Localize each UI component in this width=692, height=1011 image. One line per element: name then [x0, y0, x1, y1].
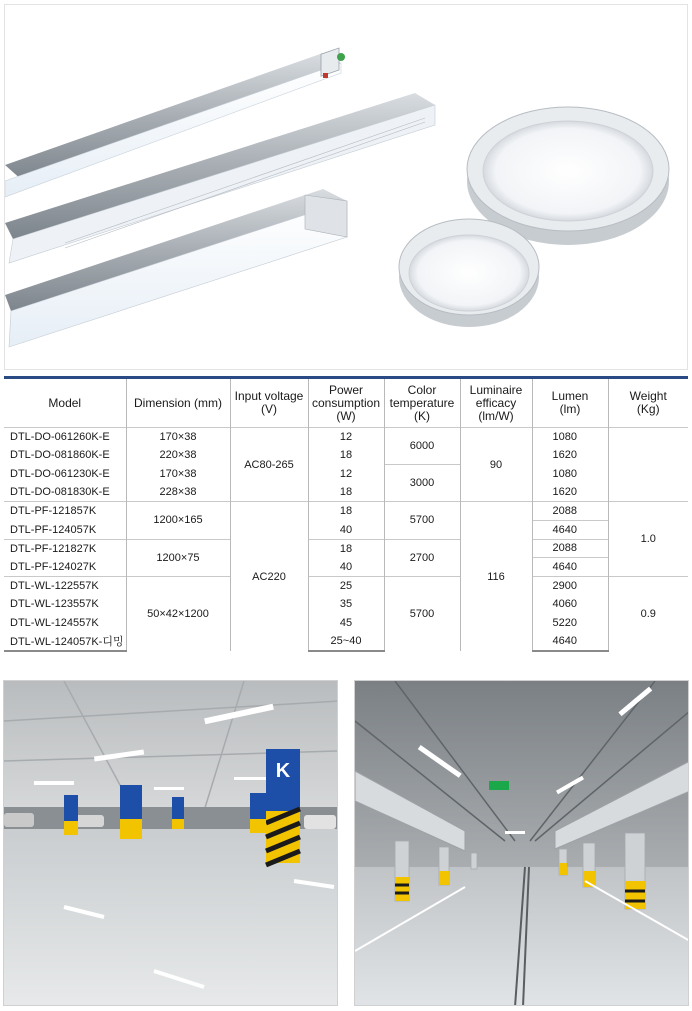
cell-lumen: 2088: [532, 539, 608, 558]
header-weight-line: Weight: [629, 389, 667, 403]
cell-power: 12: [308, 428, 384, 447]
cell-lumen: 4060: [532, 595, 608, 614]
parking-garage-illustration-left: [4, 681, 338, 1006]
cell-dimension: 50×42×1200: [126, 576, 230, 650]
cell-model: DTL-PF-121857K: [4, 502, 126, 521]
table-row: [4, 446, 688, 465]
parking-garage-photo-right: [354, 680, 689, 1006]
header-dimension: Dimension (mm): [126, 378, 230, 428]
cell-input-voltage: AC220: [230, 502, 308, 651]
cell-weight: 1.0: [608, 502, 688, 576]
cell-power: 45: [308, 613, 384, 632]
cell-color-temperature: 5700: [384, 502, 460, 539]
header-input-voltage-unit: (V): [261, 402, 277, 416]
cell-lumen: 4640: [532, 520, 608, 539]
table-row: [4, 613, 688, 632]
table-row: [4, 502, 688, 521]
cell-power: 18: [308, 446, 384, 465]
header-model: Model: [4, 378, 126, 428]
cell-model: DTL-WL-123557K: [10, 598, 99, 611]
table-row: [4, 428, 688, 447]
cell-input-voltage: AC80-265: [230, 428, 308, 502]
table-row: [4, 539, 688, 558]
round-downlight-small: [399, 219, 539, 327]
table-header-row: [4, 378, 688, 428]
cell-model: DTL-WL-122557K: [4, 576, 126, 595]
cell-model: DTL-WL-124557K: [10, 616, 99, 629]
pillar-sign-k: K: [275, 760, 291, 782]
table-row: [4, 632, 688, 651]
table-row: [4, 520, 688, 539]
header-power: [308, 378, 384, 428]
header-efficacy-unit: (lm/W): [478, 408, 514, 423]
table-row: [4, 558, 688, 577]
cell-lumen: 1080: [532, 465, 608, 484]
header-efficacy-line2: efficacy: [475, 395, 517, 410]
cell-dimension: 1200×75: [126, 539, 230, 576]
cell-dimension: 170×38: [126, 428, 230, 447]
cell-lumen: 2088: [532, 502, 608, 521]
cell-lumen: 4640: [532, 558, 608, 577]
product-hero-image: [4, 4, 688, 370]
cell-lumen: 1080: [532, 428, 608, 447]
cell-model: DTL-DO-081860K-E: [10, 449, 110, 462]
cell-model: DTL-PF-121827K: [4, 539, 126, 558]
cell-lumen: 5220: [532, 613, 608, 632]
cell-power: 12: [308, 465, 384, 484]
cell-model: DTL-DO-081830K-E: [10, 486, 110, 499]
cell-dimension: 228×38: [126, 483, 230, 502]
cell-weight: 0.9: [608, 576, 688, 650]
header-color-line1: Color: [407, 382, 437, 397]
table-row: [4, 483, 688, 502]
cell-model: DTL-PF-124057K: [10, 523, 97, 536]
cell-color-temperature: 3000: [384, 465, 460, 502]
header-power-unit: (W): [336, 408, 356, 423]
parking-garage-photo-left: [3, 680, 338, 1006]
header-color-unit: (K): [414, 408, 430, 423]
table-row: [4, 595, 688, 614]
product-illustration: [5, 5, 688, 370]
cell-model: DTL-PF-124027K: [10, 560, 97, 573]
cell-power: 25~40: [308, 632, 384, 651]
header-power-line2: consumption: [311, 395, 381, 410]
cell-power: 40: [308, 558, 384, 577]
cell-power: 35: [308, 595, 384, 614]
table-row: [4, 576, 688, 595]
header-input-voltage-line: Input voltage: [234, 389, 304, 403]
cell-power: 25: [308, 576, 384, 595]
header-efficacy-line1: Luminaire: [469, 382, 523, 397]
header-lumen-unit: (lm): [559, 402, 581, 416]
cell-model: DTL-WL-124057K-디밍: [4, 632, 126, 651]
header-power-line1: Power: [328, 382, 363, 397]
cell-efficacy: 90: [460, 428, 532, 502]
parking-garage-illustration-right: [355, 681, 689, 1006]
header-color-temperature: [384, 378, 460, 428]
header-lumen-line: Lumen: [551, 389, 589, 403]
header-weight: [608, 378, 688, 428]
cell-dimension: 220×38: [126, 446, 230, 465]
exit-sign: [489, 781, 509, 790]
cell-efficacy: 116: [460, 502, 532, 651]
cell-lumen: 1620: [532, 446, 608, 465]
cell-power: 40: [308, 520, 384, 539]
cell-color-temperature: 2700: [384, 539, 460, 576]
header-efficacy: [460, 378, 532, 428]
spec-table: [4, 376, 688, 652]
cell-power: 18: [308, 502, 384, 521]
cell-model: DTL-DO-061260K-E: [4, 428, 126, 447]
header-lumen: [532, 378, 608, 428]
cell-weight-empty: [608, 428, 688, 502]
cell-dimension: 170×38: [126, 465, 230, 484]
header-input-voltage: [230, 378, 308, 428]
cell-color-temperature: 5700: [384, 576, 460, 650]
cell-dimension: 1200×165: [126, 502, 230, 539]
cell-lumen: 2900: [532, 576, 608, 595]
cell-color-temperature: 6000: [384, 428, 460, 465]
cell-lumen: 1620: [532, 483, 608, 502]
header-weight-unit: (Kg): [636, 402, 660, 416]
cell-power: 18: [308, 483, 384, 502]
cell-power: 18: [308, 539, 384, 558]
table-row: [4, 465, 688, 484]
cell-lumen: 4640: [532, 632, 608, 651]
header-color-line2: temperature: [389, 395, 455, 410]
cell-model: DTL-DO-061230K-E: [10, 467, 110, 480]
